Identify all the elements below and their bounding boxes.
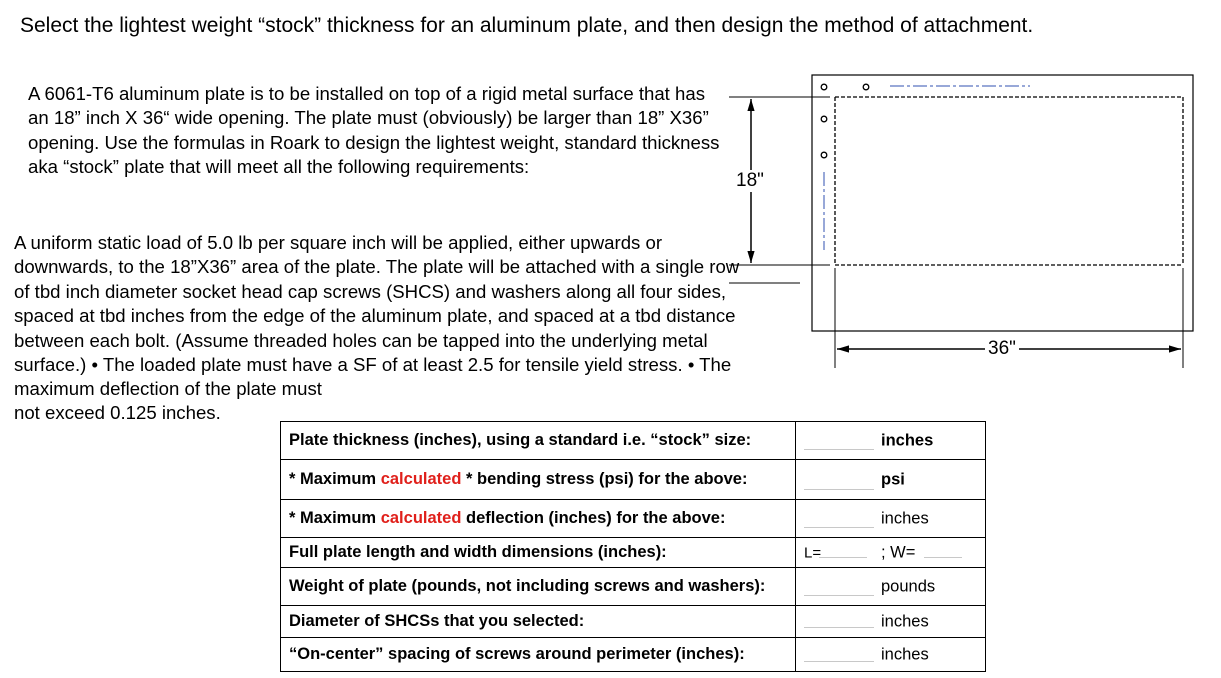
plate-weight-answer-cell[interactable] xyxy=(796,568,986,606)
shcs-diameter-label: Diameter of SHCSs that you selected: xyxy=(281,606,796,638)
bolt-hole xyxy=(821,152,827,158)
screw-spacing-unit: inches xyxy=(881,645,929,663)
page-title: Select the lightest weight “stock” thickness for an aluminum plate, and then design the method of attachment. xyxy=(20,14,1034,37)
plate-dimensions-answer-cell[interactable] xyxy=(796,538,986,568)
plate-dimensions-label: Full plate length and width dimensions (inches): xyxy=(281,538,796,568)
bending-stress-label: * Maximum calculated * bending stress (psi) for the above: xyxy=(281,460,796,500)
bolt-hole xyxy=(863,84,869,90)
answer-table xyxy=(280,421,986,672)
height-dimension-label: 18" xyxy=(736,170,764,191)
plate-weight-label: Weight of plate (pounds, not including screws and washers): xyxy=(281,568,796,606)
deflection-label: * Maximum calculated deflection (inches) for the above: xyxy=(281,500,796,538)
plate-weight-unit: pounds xyxy=(881,577,936,595)
bending-stress-answer-cell[interactable] xyxy=(796,460,986,500)
width-blank[interactable] xyxy=(924,557,962,558)
answer-blank[interactable] xyxy=(804,595,874,596)
bolt-hole xyxy=(821,116,827,122)
opening-outline xyxy=(835,97,1183,265)
table-row xyxy=(281,500,986,538)
answer-blank[interactable] xyxy=(804,449,874,450)
problem-requirements-paragraph: A uniform static load of 5.0 lb per square inch will be applied, either upwards or downwards, to the 18”X36” area of the plate. The plate will be attached with a single row of tbd inch diameter socket head cap screws (SHCS) and washers along all four sides, spaced at tbd inches from the edge of the aluminum plate, and spaced at a tbd distance between each bolt. (Assume threaded holes can be tapped into the underlying metal surface.) • The loaded plate must have a SF of at least 2.5 for tensile yield stress. • The maximum deflection of the plate must xyxy=(14,232,740,400)
length-blank[interactable] xyxy=(819,557,867,558)
thickness-unit: inches xyxy=(881,431,934,449)
problem-deflection-line: not exceed 0.125 inches. xyxy=(14,402,221,423)
length-label: L= xyxy=(804,544,822,561)
answer-blank[interactable] xyxy=(804,627,874,628)
screw-spacing-answer-cell[interactable] xyxy=(796,638,986,672)
table-row xyxy=(281,460,986,500)
deflection-answer-cell[interactable] xyxy=(796,500,986,538)
table-row xyxy=(281,422,986,460)
table-row xyxy=(281,638,986,672)
shcs-diameter-answer-cell[interactable] xyxy=(796,606,986,638)
thickness-answer-cell[interactable] xyxy=(796,422,986,460)
shcs-diameter-unit: inches xyxy=(881,612,929,630)
table-row xyxy=(281,568,986,606)
plate-outline xyxy=(812,75,1193,331)
bolt-hole xyxy=(821,84,827,90)
answer-blank[interactable] xyxy=(804,489,874,490)
bending-stress-unit: psi xyxy=(881,470,905,488)
calculated-emphasis: calculated xyxy=(380,470,462,488)
answer-blank[interactable] xyxy=(804,527,874,528)
width-dimension-label: 36" xyxy=(985,338,1019,360)
answer-blank[interactable] xyxy=(804,661,874,662)
table-row xyxy=(281,538,986,568)
deflection-unit: inches xyxy=(881,509,929,527)
problem-intro-paragraph: A 6061-T6 aluminum plate is to be installed on top of a rigid metal surface that has an 18” inch X 36“ wide opening. The plate must (obviously) be larger than 18” X36” opening. Use the formulas in Roark to design the lightest weight, standard thickness aka “stock” plate that will meet all the following requirements: xyxy=(28,83,720,178)
calculated-emphasis: calculated xyxy=(380,509,462,527)
width-label: ; W= xyxy=(881,543,916,561)
thickness-label: Plate thickness (inches), using a standard i.e. “stock” size: xyxy=(281,422,796,460)
table-row xyxy=(281,606,986,638)
screw-spacing-label: “On-center” spacing of screws around perimeter (inches): xyxy=(281,638,796,672)
